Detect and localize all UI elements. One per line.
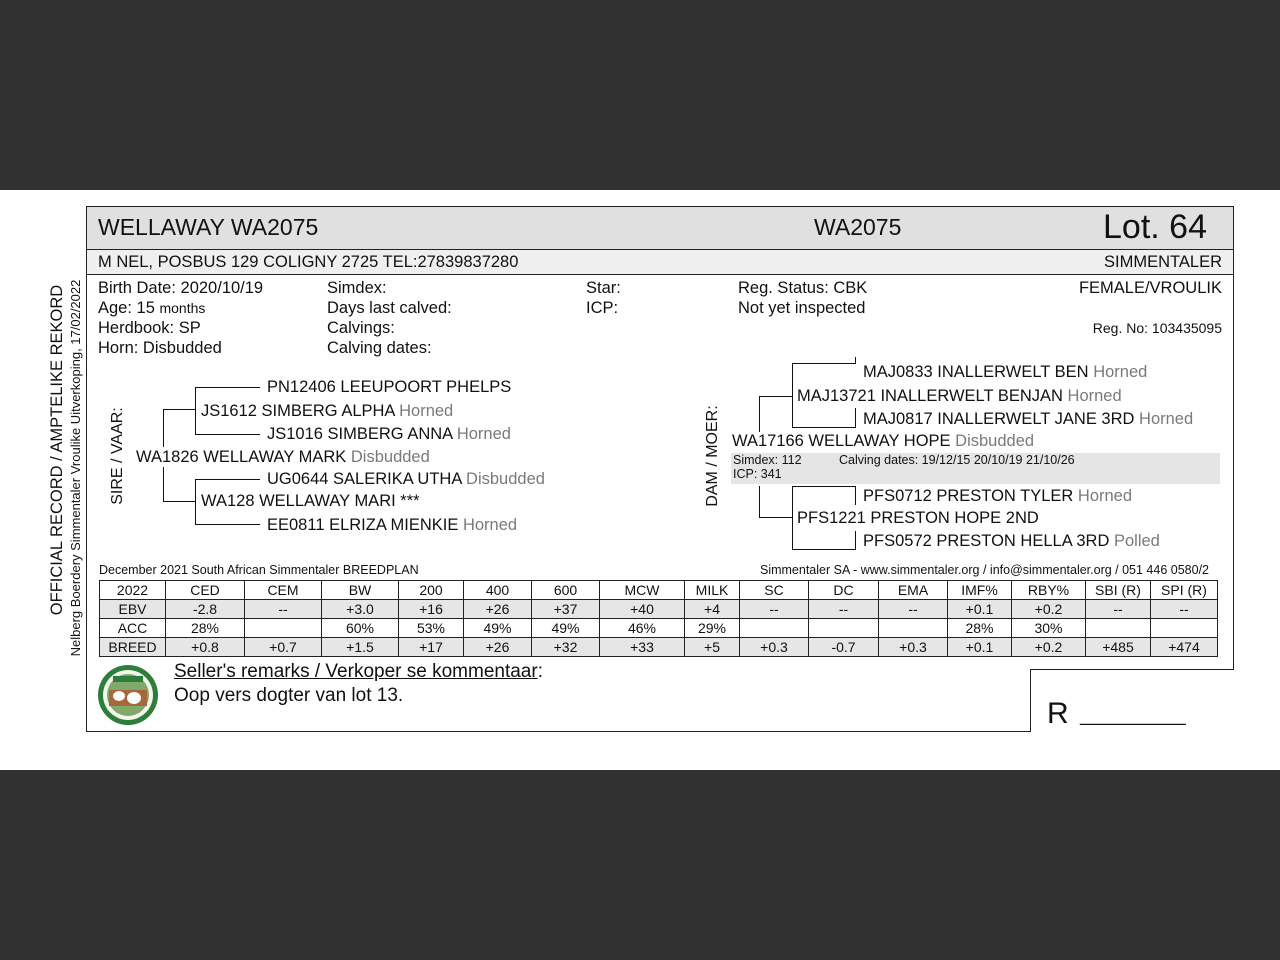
dam-sire [797, 387, 1122, 406]
table-header-cell: IMF% [948, 581, 1012, 600]
table-cell: +32 [532, 638, 600, 657]
table-cell: +0.3 [879, 638, 948, 657]
table-cell: +40 [600, 600, 685, 619]
table-cell: +1.5 [322, 638, 399, 657]
herdbook: Herdbook: SP [98, 319, 201, 337]
pedigree-line [163, 467, 164, 502]
pedigree-line [163, 409, 195, 410]
table-cell: +0.1 [948, 600, 1012, 619]
table-cell: 53% [399, 619, 464, 638]
animal-name: PFS0712 PRESTON TYLER [863, 487, 1074, 505]
dam-icp: ICP: 341 [733, 467, 782, 481]
table-cell: +33 [600, 638, 685, 657]
horn-status: Disbudded [955, 432, 1035, 450]
table-cell: -- [740, 600, 809, 619]
pedigree-line [195, 479, 196, 524]
table-cell: -- [245, 600, 322, 619]
table-cell [809, 619, 879, 638]
animal-name: EE0811 ELRIZA MIENKIE [267, 516, 459, 534]
table-cell: +0.8 [166, 638, 245, 657]
animal-name: MAJ13721 INALLERWELT BENJAN [797, 387, 1063, 405]
remarks-title: Seller's remarks / Verkoper se kommentaar [174, 661, 538, 682]
table-cell [245, 619, 322, 638]
animal-name: MAJ0817 INALLERWELT JANE 3RD [863, 410, 1135, 428]
calvings: Calvings: [327, 319, 395, 337]
icp-label: ICP: [586, 299, 619, 317]
sale-label: Nelberg Boerdery Simmentaler Vroulike Uitverkoping, 17/02/2022 [68, 279, 83, 657]
table-cell: +0.1 [948, 638, 1012, 657]
table-cell: +485 [1086, 638, 1151, 657]
dam-sire-dam [863, 410, 1193, 429]
days-last-calved: Days last calved: [327, 299, 452, 317]
remarks-heading [174, 661, 543, 683]
table-cell: -- [1151, 600, 1218, 619]
table-cell: +26 [464, 638, 532, 657]
age-unit: months [159, 300, 206, 316]
animal-name: UG0644 SALERIKA UTHA [267, 470, 462, 488]
table-header-cell: MCW [600, 581, 685, 600]
horn-status: Horned [1139, 410, 1194, 428]
horn-status: Horn: Disbudded [98, 339, 222, 357]
age-value: Age: 15 [98, 299, 155, 317]
table-cell: +37 [532, 600, 600, 619]
table-header-cell: 2022 [100, 581, 166, 600]
owner-address: M NEL, POSBUS 129 COLIGNY 2725 TEL:27839837280 [98, 253, 519, 271]
pedigree-line [195, 524, 260, 525]
animal-name: PN12406 LEEUPOORT PHELPS [267, 378, 512, 396]
horn-status: Horned [462, 516, 518, 534]
pedigree-line [792, 486, 793, 549]
table-cell: +5 [685, 638, 740, 657]
pedigree-line [792, 363, 855, 364]
animal-name: MAJ0833 INALLERWELT BEN [863, 363, 1089, 381]
table-header-cell: 400 [464, 581, 532, 600]
table-cell: EBV [100, 600, 166, 619]
table-cell: BREED [100, 638, 166, 657]
animal-code: WA2075 [814, 214, 902, 240]
table-cell: -0.7 [809, 638, 879, 657]
table-header-cell: CED [166, 581, 245, 600]
table-header-cell: BW [322, 581, 399, 600]
animal-name: WA17166 WELLAWAY HOPE [732, 432, 951, 450]
pedigree-line [195, 387, 260, 388]
dam-simdex: Simdex: 112 [733, 453, 802, 467]
horn-status: Polled [1113, 532, 1160, 550]
animal-name: WELLAWAY WA2075 [98, 214, 319, 240]
birth-date: Birth Date: 2020/10/19 [98, 279, 264, 297]
remarks-text: Oop vers dogter van lot 13. [174, 685, 404, 706]
pedigree-line [855, 486, 856, 505]
pedigree-line [855, 357, 856, 364]
inspection-status: Not yet inspected [738, 299, 866, 317]
animal-name: PFS0572 PRESTON HELLA 3RD [863, 532, 1110, 550]
remarks-colon: : [537, 661, 543, 682]
table-header-cell: RBY% [1012, 581, 1086, 600]
sire-dam-dam [267, 516, 517, 535]
table-cell: -- [879, 600, 948, 619]
official-record-label: OFFICIAL RECORD / AMPTELIKE REKORD [48, 284, 66, 616]
table-cell: +16 [399, 600, 464, 619]
horn-status: Horned [399, 402, 454, 420]
dam-dam [797, 509, 1039, 528]
breed-name: SIMMENTALER [1104, 253, 1222, 271]
table-cell: 29% [685, 619, 740, 638]
table-cell: +0.7 [245, 638, 322, 657]
table-cell: +474 [1151, 638, 1218, 657]
breedplan-title: December 2021 South African Simmentaler BREEDPLAN [99, 563, 419, 577]
table-cell: -- [1086, 600, 1151, 619]
table-cell: 49% [464, 619, 532, 638]
table-row [100, 619, 1218, 638]
horn-status: Disbudded [350, 448, 430, 466]
table-cell: -- [809, 600, 879, 619]
table-header-cell: CEM [245, 581, 322, 600]
table-cell [1151, 619, 1218, 638]
reg-status: Reg. Status: CBK [738, 279, 868, 297]
table-cell: 30% [1012, 619, 1086, 638]
pedigree-line [195, 434, 260, 435]
calving-dates: Calving dates: [327, 339, 432, 357]
table-header-row [100, 581, 1218, 600]
sex-label: FEMALE/VROULIK [1078, 279, 1222, 297]
animal-name: JS1016 SIMBERG ANNA [267, 425, 453, 443]
table-cell: 28% [948, 619, 1012, 638]
dam-sire-sire [863, 363, 1147, 382]
table-cell: 46% [600, 619, 685, 638]
pedigree-line [759, 517, 792, 518]
table-cell: +0.3 [740, 638, 809, 657]
lot-number: Lot. 64 [1103, 208, 1207, 246]
pedigree-line [792, 486, 855, 487]
animal-name: WA1826 WELLAWAY MARK [136, 448, 347, 466]
sire [136, 448, 430, 467]
ebv-table [99, 580, 1218, 657]
horn-status: Horned [1077, 487, 1133, 505]
sire-dam-sire [267, 470, 545, 489]
table-header-cell: EMA [879, 581, 948, 600]
pedigree-line [855, 531, 856, 550]
pedigree-line [792, 427, 855, 428]
sire-sire-sire [267, 378, 511, 397]
table-header-cell: 200 [399, 581, 464, 600]
table-row [100, 600, 1218, 619]
price-blank: __________ [1080, 705, 1186, 726]
animal-name: PFS1221 PRESTON HOPE 2ND [797, 509, 1039, 527]
pedigree-line [163, 409, 164, 447]
simdex-label: Simdex: [327, 279, 387, 297]
pedigree-line [792, 363, 793, 427]
animal-name: JS1612 SIMBERG ALPHA [201, 402, 395, 420]
sire-dam [201, 492, 420, 511]
pedigree-line [163, 501, 195, 502]
table-cell: +0.2 [1012, 638, 1086, 657]
table-cell: +3.0 [322, 600, 399, 619]
horn-status: Horned [456, 425, 511, 443]
society-logo [97, 664, 159, 726]
table-cell: 60% [322, 619, 399, 638]
table-cell: -2.8 [166, 600, 245, 619]
pedigree-line [855, 408, 856, 428]
pedigree-line [195, 387, 196, 434]
table-cell [740, 619, 809, 638]
star-label: Star: [586, 279, 621, 297]
sire-label: SIRE / VAAR: [109, 407, 126, 505]
table-cell [879, 619, 948, 638]
table-header-cell: SPI (R) [1151, 581, 1218, 600]
table-cell: +0.2 [1012, 600, 1086, 619]
dam [732, 432, 1034, 451]
table-row [100, 638, 1218, 657]
animal-name: WA128 WELLAWAY MARI *** [201, 492, 420, 510]
age [98, 299, 205, 318]
sire-sire-dam [267, 425, 511, 444]
table-cell: 49% [532, 619, 600, 638]
price-currency: R [1047, 697, 1069, 730]
breedplan-contact: Simmentaler SA - www.simmentaler.org / info@simmentaler.org / 051 446 0580/2 [759, 563, 1209, 577]
table-cell: +4 [685, 600, 740, 619]
pedigree-line [792, 549, 855, 550]
table-header-cell: 600 [532, 581, 600, 600]
dam-label: DAM / MOER: [704, 405, 721, 507]
horn-status: Horned [1067, 387, 1122, 405]
table-header-cell: MILK [685, 581, 740, 600]
dam-dam-dam [863, 532, 1160, 551]
table-cell: ACC [100, 619, 166, 638]
horn-status: Disbudded [466, 470, 545, 488]
pedigree-line [195, 479, 260, 480]
sire-sire [201, 402, 453, 421]
table-cell: +17 [399, 638, 464, 657]
reg-number: Reg. No: 103435095 [1092, 320, 1222, 336]
pedigree-line [759, 396, 792, 397]
pedigree-line [759, 486, 760, 518]
pedigree-line [759, 396, 760, 432]
table-cell: +26 [464, 600, 532, 619]
horn-status: Horned [1093, 363, 1148, 381]
table-header-cell: DC [809, 581, 879, 600]
dam-dam-sire [863, 487, 1132, 506]
table-cell [1086, 619, 1151, 638]
table-header-cell: SBI (R) [1086, 581, 1151, 600]
table-cell: 28% [166, 619, 245, 638]
dam-calving-dates: Calving dates: 19/12/15 20/10/19 21/10/26 [839, 453, 1075, 467]
table-header-cell: SC [740, 581, 809, 600]
